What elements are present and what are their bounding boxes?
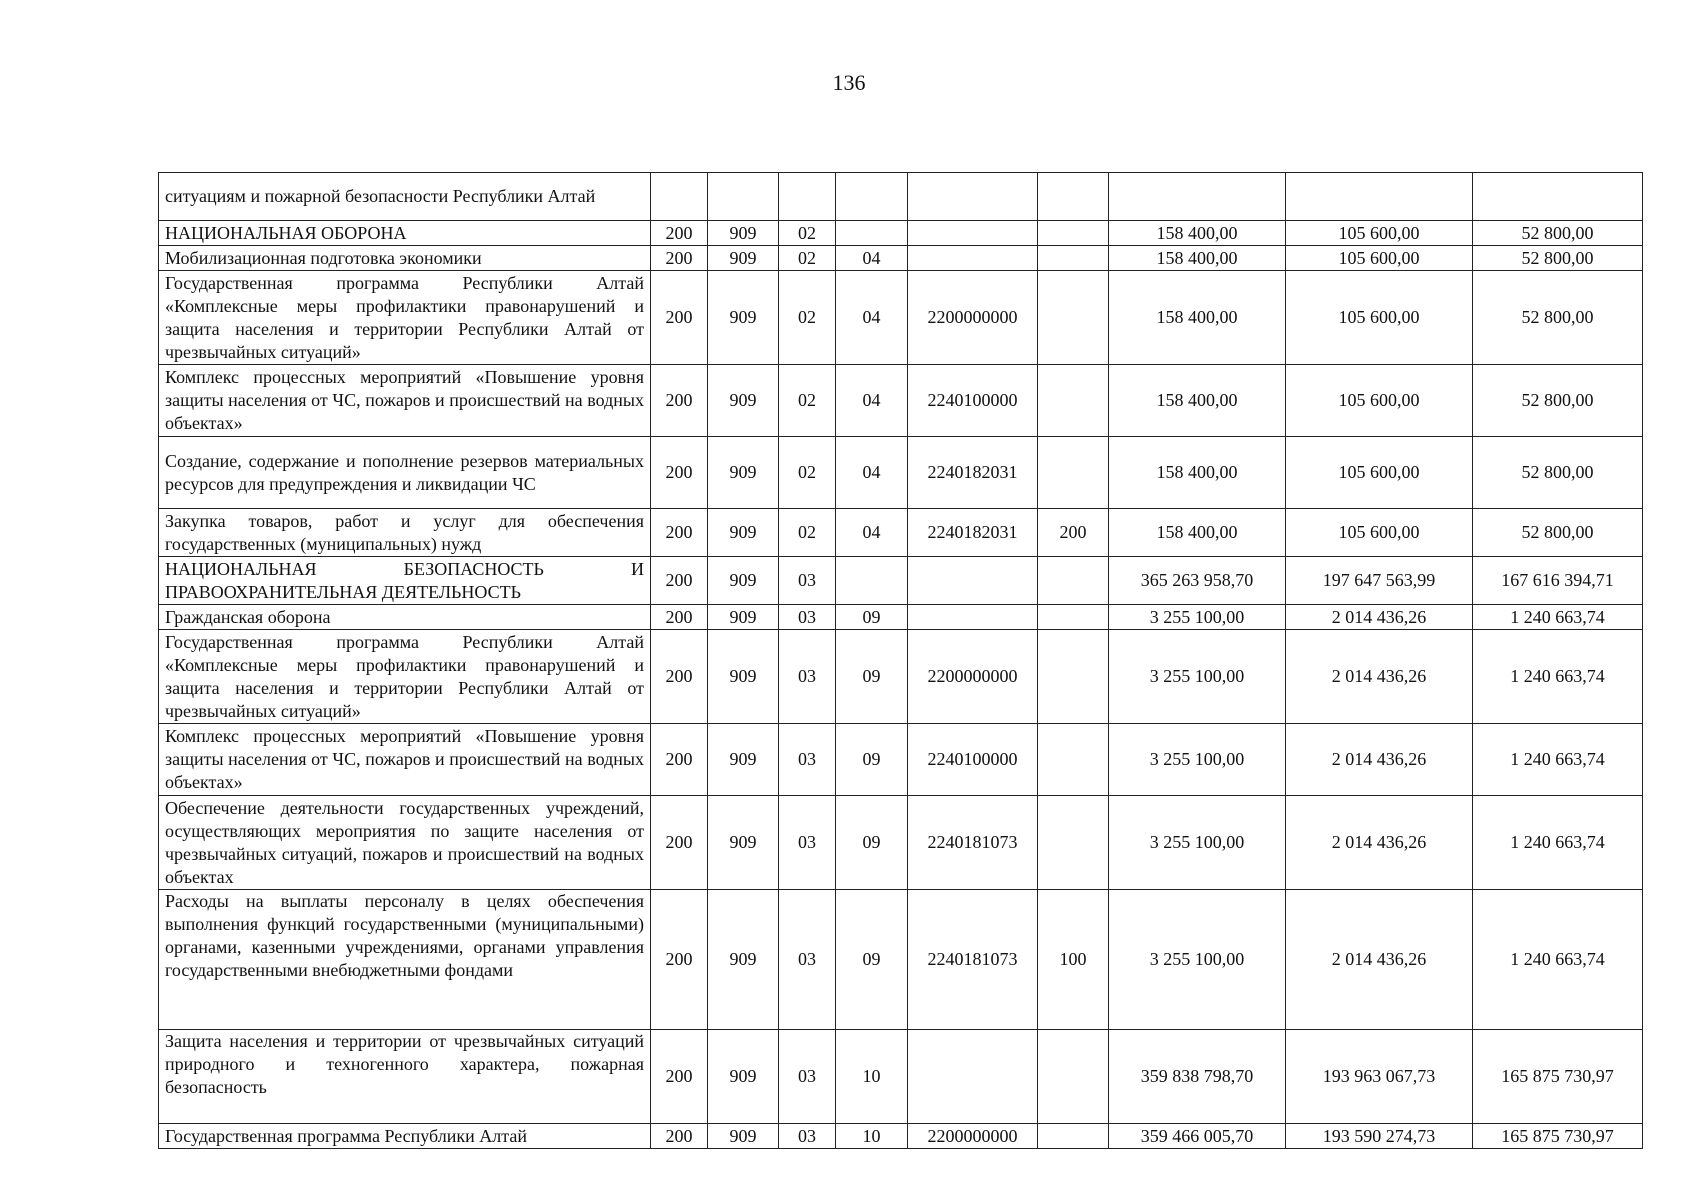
sum-year3-cell: 52 800,00 — [1473, 271, 1643, 365]
podrazdel-cell: 04 — [836, 437, 908, 509]
vr-cell — [1038, 365, 1109, 437]
table-row — [159, 437, 1643, 509]
sum-year3-cell: 1 240 663,74 — [1473, 796, 1643, 890]
ved-cell: 909 — [708, 1124, 779, 1149]
grbs-cell: 200 — [651, 890, 708, 1030]
csr-cell: 2200000000 — [908, 1124, 1038, 1149]
grbs-cell: 200 — [651, 796, 708, 890]
grbs-cell: 200 — [651, 724, 708, 796]
sum-year2-cell: 105 600,00 — [1286, 365, 1473, 437]
budget-table — [158, 172, 1643, 1149]
vr-cell — [1038, 173, 1109, 221]
vr-cell — [1038, 1030, 1109, 1124]
csr-cell: 2240181073 — [908, 890, 1038, 1030]
razdel-cell: 03 — [779, 1030, 836, 1124]
grbs-cell — [651, 173, 708, 221]
vr-cell — [1038, 630, 1109, 724]
podrazdel-cell: 09 — [836, 724, 908, 796]
razdel-cell — [779, 173, 836, 221]
sum-year3-cell — [1473, 173, 1643, 221]
sum-year1-cell: 365 263 958,70 — [1109, 557, 1286, 605]
row-name-cell: Комплекс процессных мероприятий «Повышение уровня защиты населения от ЧС, пожаров и происшествий на водных объектах» — [159, 365, 651, 437]
sum-year2-cell: 193 590 274,73 — [1286, 1124, 1473, 1149]
razdel-cell: 02 — [779, 437, 836, 509]
sum-year2-cell: 193 963 067,73 — [1286, 1030, 1473, 1124]
podrazdel-cell: 09 — [836, 796, 908, 890]
grbs-cell: 200 — [651, 1030, 708, 1124]
grbs-cell: 200 — [651, 246, 708, 271]
sum-year1-cell: 158 400,00 — [1109, 509, 1286, 557]
ved-cell: 909 — [708, 365, 779, 437]
csr-cell: 2200000000 — [908, 630, 1038, 724]
sum-year2-cell — [1286, 173, 1473, 221]
sum-year1-cell: 359 838 798,70 — [1109, 1030, 1286, 1124]
sum-year2-cell: 105 600,00 — [1286, 246, 1473, 271]
grbs-cell: 200 — [651, 605, 708, 630]
csr-cell: 2240181073 — [908, 796, 1038, 890]
sum-year2-cell: 2 014 436,26 — [1286, 605, 1473, 630]
ved-cell: 909 — [708, 246, 779, 271]
table-row — [159, 365, 1643, 437]
sum-year1-cell: 3 255 100,00 — [1109, 890, 1286, 1030]
sum-year2-cell: 2 014 436,26 — [1286, 724, 1473, 796]
sum-year3-cell: 52 800,00 — [1473, 221, 1643, 246]
row-name-cell: Создание, содержание и пополнение резервов материальных ресурсов для предупреждения и ликвидации ЧС — [159, 437, 651, 509]
sum-year2-cell: 2 014 436,26 — [1286, 890, 1473, 1030]
vr-cell — [1038, 437, 1109, 509]
grbs-cell: 200 — [651, 221, 708, 246]
podrazdel-cell: 04 — [836, 509, 908, 557]
sum-year3-cell: 52 800,00 — [1473, 437, 1643, 509]
vr-cell — [1038, 605, 1109, 630]
grbs-cell: 200 — [651, 630, 708, 724]
row-name-cell: Закупка товаров, работ и услуг для обеспечения государственных (муниципальных) нужд — [159, 509, 651, 557]
sum-year2-cell: 105 600,00 — [1286, 509, 1473, 557]
table-row — [159, 1124, 1643, 1149]
vr-cell: 200 — [1038, 509, 1109, 557]
podrazdel-cell: 10 — [836, 1124, 908, 1149]
row-name-cell: Обеспечение деятельности государственных учреждений, осуществляющих мероприятия по защите населения от чрезвычайных ситуаций, пожаров и происшествий на водных объектах — [159, 796, 651, 890]
ved-cell: 909 — [708, 221, 779, 246]
csr-cell: 2240100000 — [908, 365, 1038, 437]
razdel-cell: 02 — [779, 509, 836, 557]
sum-year2-cell: 2 014 436,26 — [1286, 630, 1473, 724]
sum-year3-cell: 1 240 663,74 — [1473, 630, 1643, 724]
sum-year3-cell: 165 875 730,97 — [1473, 1030, 1643, 1124]
podrazdel-cell: 09 — [836, 630, 908, 724]
sum-year1-cell: 3 255 100,00 — [1109, 605, 1286, 630]
row-name-cell: Расходы на выплаты персоналу в целях обеспечения выполнения функций государственными (муниципальными) органами, казенными учреждениями, органами управления государственными внебюджетными фондами — [159, 890, 651, 1030]
ved-cell: 909 — [708, 509, 779, 557]
razdel-cell: 03 — [779, 724, 836, 796]
page-number: 136 — [832, 70, 866, 95]
sum-year3-cell: 1 240 663,74 — [1473, 724, 1643, 796]
table-row — [159, 173, 1643, 221]
podrazdel-cell: 04 — [836, 365, 908, 437]
ved-cell — [708, 173, 779, 221]
row-name-cell: Комплекс процессных мероприятий «Повышение уровня защиты населения от ЧС, пожаров и происшествий на водных объектах» — [159, 724, 651, 796]
podrazdel-cell — [836, 557, 908, 605]
table-row — [159, 221, 1643, 246]
csr-cell — [908, 246, 1038, 271]
table-row — [159, 1030, 1643, 1124]
razdel-cell: 03 — [779, 630, 836, 724]
sum-year1-cell: 158 400,00 — [1109, 246, 1286, 271]
sum-year1-cell: 158 400,00 — [1109, 437, 1286, 509]
podrazdel-cell: 04 — [836, 246, 908, 271]
sum-year3-cell: 167 616 394,71 — [1473, 557, 1643, 605]
sum-year2-cell: 2 014 436,26 — [1286, 796, 1473, 890]
sum-year2-cell: 105 600,00 — [1286, 271, 1473, 365]
vr-cell: 100 — [1038, 890, 1109, 1030]
grbs-cell: 200 — [651, 509, 708, 557]
ved-cell: 909 — [708, 1030, 779, 1124]
table-row — [159, 796, 1643, 890]
podrazdel-cell: 09 — [836, 890, 908, 1030]
row-name-cell: Государственная программа Республики Алтай — [159, 1124, 651, 1149]
table-row — [159, 724, 1643, 796]
razdel-cell: 02 — [779, 246, 836, 271]
sum-year1-cell: 158 400,00 — [1109, 271, 1286, 365]
ved-cell: 909 — [708, 630, 779, 724]
table-row — [159, 630, 1643, 724]
vr-cell — [1038, 724, 1109, 796]
table-row — [159, 605, 1643, 630]
vr-cell — [1038, 1124, 1109, 1149]
razdel-cell: 03 — [779, 890, 836, 1030]
sum-year3-cell: 1 240 663,74 — [1473, 605, 1643, 630]
vr-cell — [1038, 796, 1109, 890]
sum-year2-cell: 197 647 563,99 — [1286, 557, 1473, 605]
podrazdel-cell — [836, 221, 908, 246]
vr-cell — [1038, 271, 1109, 365]
podrazdel-cell: 10 — [836, 1030, 908, 1124]
table-row — [159, 246, 1643, 271]
row-name-cell: Государственная программа Республики Алтай «Комплексные меры профилактики правонарушений и защита населения и территории Республики Алтай от чрезвычайных ситуаций» — [159, 271, 651, 365]
podrazdel-cell — [836, 173, 908, 221]
ved-cell: 909 — [708, 890, 779, 1030]
ved-cell: 909 — [708, 724, 779, 796]
razdel-cell: 02 — [779, 365, 836, 437]
razdel-cell: 02 — [779, 221, 836, 246]
csr-cell: 2200000000 — [908, 271, 1038, 365]
razdel-cell: 03 — [779, 557, 836, 605]
sum-year3-cell: 52 800,00 — [1473, 365, 1643, 437]
row-name-cell: Мобилизационная подготовка экономики — [159, 246, 651, 271]
csr-cell: 2240182031 — [908, 509, 1038, 557]
table-row — [159, 890, 1643, 1030]
table-row — [159, 557, 1643, 605]
grbs-cell: 200 — [651, 1124, 708, 1149]
csr-cell — [908, 173, 1038, 221]
ved-cell: 909 — [708, 796, 779, 890]
sum-year1-cell: 158 400,00 — [1109, 365, 1286, 437]
row-name-cell: Защита населения и территории от чрезвычайных ситуаций природного и техногенного характера, пожарная безопасность — [159, 1030, 651, 1124]
csr-cell — [908, 605, 1038, 630]
ved-cell: 909 — [708, 605, 779, 630]
vr-cell — [1038, 557, 1109, 605]
razdel-cell: 03 — [779, 796, 836, 890]
grbs-cell: 200 — [651, 365, 708, 437]
table-row — [159, 271, 1643, 365]
podrazdel-cell: 09 — [836, 605, 908, 630]
grbs-cell: 200 — [651, 271, 708, 365]
row-name-cell: Гражданская оборона — [159, 605, 651, 630]
row-name-cell: НАЦИОНАЛЬНАЯ ОБОРОНА — [159, 221, 651, 246]
razdel-cell: 03 — [779, 1124, 836, 1149]
sum-year3-cell: 52 800,00 — [1473, 509, 1643, 557]
ved-cell: 909 — [708, 557, 779, 605]
sum-year1-cell: 3 255 100,00 — [1109, 796, 1286, 890]
sum-year1-cell: 3 255 100,00 — [1109, 630, 1286, 724]
csr-cell: 2240100000 — [908, 724, 1038, 796]
row-name-cell: НАЦИОНАЛЬНАЯ БЕЗОПАСНОСТЬ И ПРАВООХРАНИТЕЛЬНАЯ ДЕЯТЕЛЬНОСТЬ — [159, 557, 651, 605]
vr-cell — [1038, 221, 1109, 246]
ved-cell: 909 — [708, 271, 779, 365]
vr-cell — [1038, 246, 1109, 271]
grbs-cell: 200 — [651, 437, 708, 509]
sum-year3-cell: 52 800,00 — [1473, 246, 1643, 271]
sum-year3-cell: 1 240 663,74 — [1473, 890, 1643, 1030]
sum-year3-cell: 165 875 730,97 — [1473, 1124, 1643, 1149]
sum-year1-cell: 359 466 005,70 — [1109, 1124, 1286, 1149]
csr-cell — [908, 221, 1038, 246]
row-name-cell: Государственная программа Республики Алтай «Комплексные меры профилактики правонарушений и защита населения и территории Республики Алтай от чрезвычайных ситуаций» — [159, 630, 651, 724]
csr-cell — [908, 1030, 1038, 1124]
sum-year1-cell — [1109, 173, 1286, 221]
sum-year2-cell: 105 600,00 — [1286, 437, 1473, 509]
razdel-cell: 02 — [779, 271, 836, 365]
grbs-cell: 200 — [651, 557, 708, 605]
csr-cell: 2240182031 — [908, 437, 1038, 509]
sum-year2-cell: 105 600,00 — [1286, 221, 1473, 246]
podrazdel-cell: 04 — [836, 271, 908, 365]
ved-cell: 909 — [708, 437, 779, 509]
table-row — [159, 509, 1643, 557]
sum-year1-cell: 158 400,00 — [1109, 221, 1286, 246]
sum-year1-cell: 3 255 100,00 — [1109, 724, 1286, 796]
razdel-cell: 03 — [779, 605, 836, 630]
csr-cell — [908, 557, 1038, 605]
row-name-cell: ситуациям и пожарной безопасности Республики Алтай — [159, 173, 651, 221]
